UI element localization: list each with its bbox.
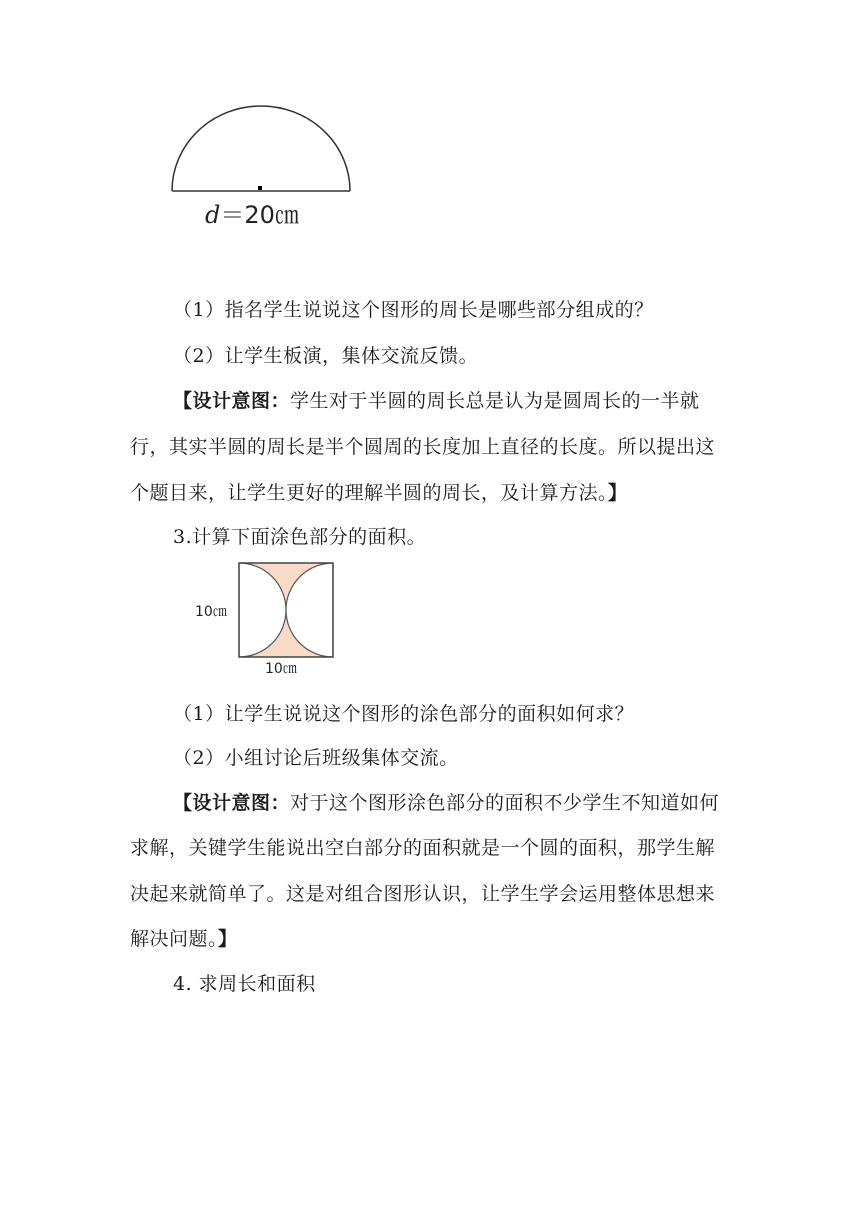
q3-intent-line3: 决起来就简单了。这是对组合图形认识，让学生学会运用整体思想来 <box>130 883 716 905</box>
q3-intent-label: 设计意图： <box>192 792 291 814</box>
diameter-variable: d <box>205 201 221 229</box>
q3-intent-line1 <box>173 791 719 815</box>
q2-intent-line2: 行，其实半圆的周长是半个圆周的长度加上直径的长度。所以提出这 <box>130 436 716 458</box>
q3-title: 3.计算下面涂色部分的面积。 <box>173 526 427 548</box>
q3-intent-text1: 对于这个图形涂色部分的面积不少学生不知道如何 <box>290 792 720 814</box>
q3-step1: （1）让学生说说这个图形的涂色部分的面积如何求？ <box>173 703 635 725</box>
q3-step2: （2）小组讨论后班级集体交流。 <box>173 747 459 769</box>
square-side-label: 10㎝ <box>195 604 227 620</box>
q3-intent-line4 <box>130 927 238 951</box>
q2-intent-text1: 学生对于半圆的周长总是认为是圆周长的一半就 <box>290 390 700 412</box>
q3-intent-close-bracket: 】 <box>218 928 238 950</box>
diameter-value: ＝20㎝ <box>220 201 299 229</box>
q2-intent-text3: 个题目来，让学生更好的理解半圆的周长，及计算方法。 <box>130 482 609 504</box>
q3-intent-text4: 解决问题。 <box>130 928 219 950</box>
q3-intent-open-bracket: 【 <box>173 792 193 814</box>
q4-title: 4. 求周长和面积 <box>173 973 316 995</box>
q2-intent-label: 设计意图： <box>192 390 291 412</box>
q2-step2: （2）让学生板演，集体交流反馈。 <box>173 345 479 367</box>
square-bottom-label: 10㎝ <box>265 661 297 677</box>
q2-intent-open-bracket: 【 <box>173 390 193 412</box>
q2-intent-close-bracket: 】 <box>608 482 628 504</box>
q3-intent-line2: 求解，关键学生能说出空白部分的面积就是一个圆的面积，那学生解 <box>130 837 716 859</box>
q2-step1: （1）指名学生说说这个图形的周长是哪些部分组成的？ <box>173 299 654 321</box>
